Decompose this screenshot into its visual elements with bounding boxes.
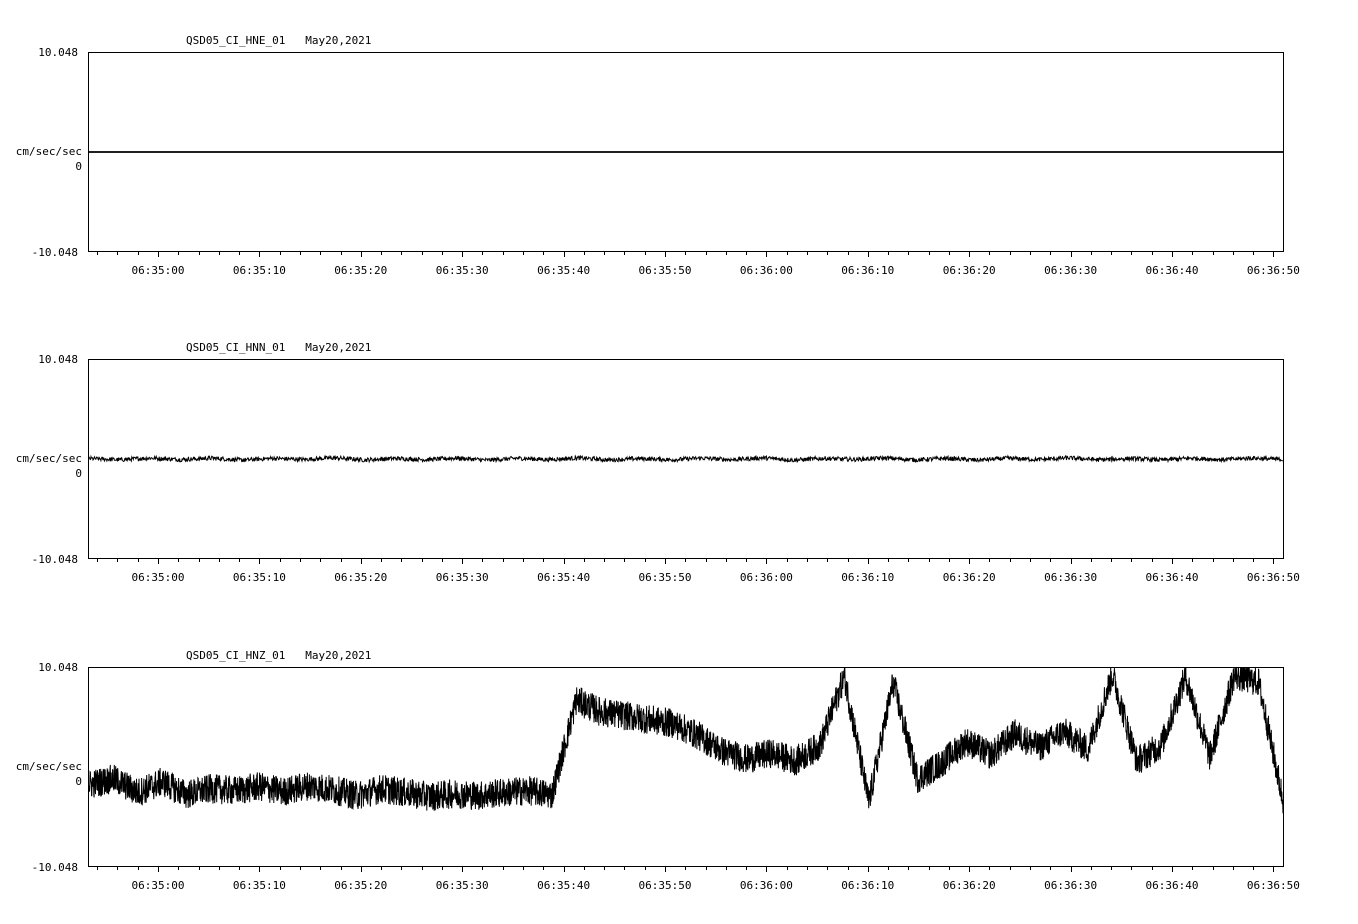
- x-minor-tick-mark: [929, 559, 930, 562]
- x-minor-tick-mark: [543, 559, 544, 562]
- y-axis-zero-label-hnz: 0: [75, 775, 82, 788]
- y-axis-max-label-hnz: 10.048: [38, 661, 78, 674]
- x-minor-tick-mark: [1213, 867, 1214, 870]
- x-tick-mark: [1273, 559, 1274, 564]
- x-minor-tick-mark: [401, 252, 402, 255]
- y-axis-max-label-hne: 10.048: [38, 46, 78, 59]
- x-minor-tick-mark: [422, 559, 423, 562]
- x-minor-tick-mark: [300, 559, 301, 562]
- x-minor-tick-mark: [746, 867, 747, 870]
- x-minor-tick-mark: [1253, 559, 1254, 562]
- x-axis-hne: [88, 252, 1300, 280]
- x-minor-tick-mark: [523, 867, 524, 870]
- x-minor-tick-mark: [138, 252, 139, 255]
- x-minor-tick-mark: [138, 559, 139, 562]
- x-minor-tick-mark: [482, 867, 483, 870]
- x-minor-tick-mark: [1010, 867, 1011, 870]
- x-minor-tick-mark: [219, 559, 220, 562]
- x-minor-tick-mark: [381, 559, 382, 562]
- x-minor-tick-mark: [848, 559, 849, 562]
- y-axis-units-label-hnn: cm/sec/sec: [15, 452, 82, 465]
- x-minor-tick-mark: [624, 252, 625, 255]
- x-tick-label: 06:35:30: [435, 879, 489, 892]
- x-minor-tick-mark: [929, 867, 930, 870]
- x-tick-label: 06:35:20: [334, 264, 388, 277]
- x-tick-label: 06:35:00: [131, 264, 185, 277]
- y-axis-min-label-hne: -10.048: [31, 246, 78, 259]
- x-minor-tick-mark: [1233, 867, 1234, 870]
- x-tick-label: 06:36:50: [1246, 264, 1300, 277]
- x-minor-tick-mark: [1050, 559, 1051, 562]
- x-minor-tick-mark: [1091, 559, 1092, 562]
- x-minor-tick-mark: [1030, 559, 1031, 562]
- x-minor-tick-mark: [989, 867, 990, 870]
- x-tick-label: 06:35:40: [537, 879, 591, 892]
- x-minor-tick-mark: [482, 252, 483, 255]
- x-minor-tick-mark: [1030, 252, 1031, 255]
- x-minor-tick-mark: [1152, 867, 1153, 870]
- x-minor-tick-mark: [199, 252, 200, 255]
- x-minor-tick-mark: [178, 252, 179, 255]
- x-minor-tick-mark: [827, 867, 828, 870]
- x-tick-label: 06:36:40: [1145, 571, 1199, 584]
- x-minor-tick-mark: [381, 867, 382, 870]
- x-minor-tick-mark: [726, 252, 727, 255]
- x-tick-label: 06:35:20: [334, 879, 388, 892]
- x-minor-tick-mark: [584, 559, 585, 562]
- x-minor-tick-mark: [401, 867, 402, 870]
- x-minor-tick-mark: [746, 252, 747, 255]
- y-axis-max-label-hnn: 10.048: [38, 353, 78, 366]
- x-minor-tick-mark: [300, 252, 301, 255]
- x-minor-tick-mark: [1233, 559, 1234, 562]
- x-minor-tick-mark: [422, 252, 423, 255]
- x-minor-tick-mark: [320, 252, 321, 255]
- x-minor-tick-mark: [908, 867, 909, 870]
- x-tick-label: 06:35:10: [232, 879, 286, 892]
- x-minor-tick-mark: [989, 252, 990, 255]
- x-minor-tick-mark: [280, 867, 281, 870]
- x-minor-tick-mark: [1192, 867, 1193, 870]
- x-minor-tick-mark: [624, 867, 625, 870]
- x-minor-tick-mark: [645, 252, 646, 255]
- x-minor-tick-mark: [523, 252, 524, 255]
- x-minor-tick-mark: [178, 559, 179, 562]
- x-tick-mark: [361, 559, 362, 564]
- x-minor-tick-mark: [1192, 252, 1193, 255]
- x-minor-tick-mark: [1253, 867, 1254, 870]
- x-minor-tick-mark: [117, 252, 118, 255]
- x-tick-label: 06:35:50: [638, 879, 692, 892]
- x-minor-tick-mark: [97, 252, 98, 255]
- x-tick-mark: [361, 252, 362, 257]
- waveform-trace: [89, 456, 1283, 462]
- x-tick-label: 06:36:10: [841, 571, 895, 584]
- x-minor-tick-mark: [1111, 252, 1112, 255]
- chart-title-hne: QSD05_CI_HNE_01 May20,2021: [186, 34, 372, 47]
- x-tick-label: 06:35:20: [334, 571, 388, 584]
- x-minor-tick-mark: [1152, 252, 1153, 255]
- plot-area-hnn: [88, 359, 1284, 559]
- x-minor-tick-mark: [949, 559, 950, 562]
- x-minor-tick-mark: [888, 559, 889, 562]
- x-tick-label: 06:36:00: [739, 879, 793, 892]
- x-axis-hnn: [88, 559, 1300, 587]
- y-axis-zero-label-hne: 0: [75, 160, 82, 173]
- x-minor-tick-mark: [726, 867, 727, 870]
- x-minor-tick-mark: [949, 252, 950, 255]
- x-minor-tick-mark: [685, 252, 686, 255]
- x-tick-mark: [1071, 559, 1072, 564]
- x-axis-hnz: [88, 867, 1300, 895]
- y-axis-units-label-hnz: cm/sec/sec: [15, 760, 82, 773]
- x-tick-mark: [158, 559, 159, 564]
- x-tick-mark: [259, 867, 260, 872]
- x-tick-label: 06:35:50: [638, 264, 692, 277]
- x-minor-tick-mark: [442, 559, 443, 562]
- x-minor-tick-mark: [1152, 559, 1153, 562]
- x-minor-tick-mark: [219, 252, 220, 255]
- x-tick-mark: [361, 867, 362, 872]
- x-minor-tick-mark: [320, 559, 321, 562]
- chart-title-hnz: QSD05_CI_HNZ_01 May20,2021: [186, 649, 372, 662]
- y-axis-zero-label-hnn: 0: [75, 467, 82, 480]
- x-tick-label: 06:36:50: [1246, 879, 1300, 892]
- waveform-trace: [89, 668, 1283, 813]
- x-minor-tick-mark: [1131, 867, 1132, 870]
- x-tick-mark: [1273, 252, 1274, 257]
- x-minor-tick-mark: [604, 867, 605, 870]
- x-minor-tick-mark: [1091, 867, 1092, 870]
- x-minor-tick-mark: [219, 867, 220, 870]
- x-minor-tick-mark: [746, 559, 747, 562]
- x-tick-mark: [1071, 867, 1072, 872]
- x-tick-label: 06:36:10: [841, 879, 895, 892]
- x-minor-tick-mark: [239, 867, 240, 870]
- x-minor-tick-mark: [787, 867, 788, 870]
- x-minor-tick-mark: [807, 252, 808, 255]
- x-tick-mark: [665, 867, 666, 872]
- x-tick-mark: [1071, 252, 1072, 257]
- x-minor-tick-mark: [685, 559, 686, 562]
- x-tick-mark: [462, 252, 463, 257]
- x-minor-tick-mark: [1050, 252, 1051, 255]
- x-tick-mark: [665, 252, 666, 257]
- plot-area-hnz: [88, 667, 1284, 867]
- x-minor-tick-mark: [300, 867, 301, 870]
- chart-title-hnn: QSD05_CI_HNN_01 May20,2021: [186, 341, 372, 354]
- x-tick-label: 06:35:10: [232, 264, 286, 277]
- x-tick-mark: [868, 252, 869, 257]
- x-minor-tick-mark: [848, 867, 849, 870]
- x-minor-tick-mark: [706, 252, 707, 255]
- x-minor-tick-mark: [1213, 252, 1214, 255]
- x-minor-tick-mark: [584, 252, 585, 255]
- x-minor-tick-mark: [908, 252, 909, 255]
- x-minor-tick-mark: [503, 252, 504, 255]
- x-minor-tick-mark: [1131, 252, 1132, 255]
- x-minor-tick-mark: [543, 867, 544, 870]
- x-tick-label: 06:36:40: [1145, 879, 1199, 892]
- x-tick-mark: [259, 252, 260, 257]
- x-tick-label: 06:36:20: [942, 879, 996, 892]
- x-minor-tick-mark: [726, 559, 727, 562]
- x-tick-label: 06:36:30: [1044, 571, 1098, 584]
- x-minor-tick-mark: [523, 559, 524, 562]
- chart-panel-hnz: [0, 645, 1358, 895]
- x-tick-mark: [564, 867, 565, 872]
- x-minor-tick-mark: [604, 252, 605, 255]
- x-minor-tick-mark: [645, 559, 646, 562]
- x-minor-tick-mark: [1091, 252, 1092, 255]
- x-minor-tick-mark: [199, 559, 200, 562]
- x-minor-tick-mark: [624, 559, 625, 562]
- x-minor-tick-mark: [1111, 867, 1112, 870]
- x-tick-mark: [158, 252, 159, 257]
- x-minor-tick-mark: [827, 252, 828, 255]
- x-tick-mark: [1172, 867, 1173, 872]
- x-minor-tick-mark: [787, 252, 788, 255]
- x-minor-tick-mark: [280, 559, 281, 562]
- x-minor-tick-mark: [543, 252, 544, 255]
- x-tick-label: 06:36:30: [1044, 879, 1098, 892]
- x-tick-label: 06:36:30: [1044, 264, 1098, 277]
- x-minor-tick-mark: [807, 559, 808, 562]
- x-minor-tick-mark: [989, 559, 990, 562]
- x-tick-label: 06:36:20: [942, 264, 996, 277]
- x-minor-tick-mark: [503, 867, 504, 870]
- x-minor-tick-mark: [422, 867, 423, 870]
- x-tick-mark: [766, 559, 767, 564]
- x-minor-tick-mark: [1010, 559, 1011, 562]
- x-tick-label: 06:35:40: [537, 264, 591, 277]
- x-tick-label: 06:36:10: [841, 264, 895, 277]
- x-minor-tick-mark: [442, 252, 443, 255]
- x-tick-label: 06:35:40: [537, 571, 591, 584]
- x-tick-label: 06:36:00: [739, 571, 793, 584]
- x-tick-label: 06:36:20: [942, 571, 996, 584]
- x-minor-tick-mark: [848, 252, 849, 255]
- x-tick-label: 06:35:10: [232, 571, 286, 584]
- x-minor-tick-mark: [1010, 252, 1011, 255]
- x-minor-tick-mark: [117, 867, 118, 870]
- x-minor-tick-mark: [97, 559, 98, 562]
- x-tick-mark: [1172, 252, 1173, 257]
- x-tick-mark: [868, 559, 869, 564]
- x-minor-tick-mark: [584, 867, 585, 870]
- x-minor-tick-mark: [645, 867, 646, 870]
- x-minor-tick-mark: [807, 867, 808, 870]
- x-tick-mark: [969, 867, 970, 872]
- y-axis-min-label-hnn: -10.048: [31, 553, 78, 566]
- chart-panel-hnn: [0, 337, 1358, 587]
- x-minor-tick-mark: [706, 559, 707, 562]
- x-tick-mark: [462, 867, 463, 872]
- x-tick-label: 06:35:00: [131, 879, 185, 892]
- chart-panel-hne: [0, 30, 1358, 280]
- x-tick-mark: [969, 559, 970, 564]
- x-minor-tick-mark: [117, 559, 118, 562]
- x-tick-mark: [158, 867, 159, 872]
- x-minor-tick-mark: [239, 252, 240, 255]
- x-minor-tick-mark: [178, 867, 179, 870]
- x-minor-tick-mark: [949, 867, 950, 870]
- x-tick-mark: [665, 559, 666, 564]
- x-tick-label: 06:36:40: [1145, 264, 1199, 277]
- x-minor-tick-mark: [239, 559, 240, 562]
- x-minor-tick-mark: [1131, 559, 1132, 562]
- waveform-hne: [89, 53, 1283, 251]
- x-minor-tick-mark: [482, 559, 483, 562]
- x-tick-mark: [564, 559, 565, 564]
- x-minor-tick-mark: [341, 867, 342, 870]
- x-tick-mark: [868, 867, 869, 872]
- x-tick-mark: [1273, 867, 1274, 872]
- waveform-hnn: [89, 360, 1283, 558]
- x-minor-tick-mark: [1192, 559, 1193, 562]
- x-tick-mark: [766, 867, 767, 872]
- x-tick-label: 06:35:50: [638, 571, 692, 584]
- x-minor-tick-mark: [1213, 559, 1214, 562]
- x-minor-tick-mark: [381, 252, 382, 255]
- x-minor-tick-mark: [1050, 867, 1051, 870]
- y-axis-min-label-hnz: -10.048: [31, 861, 78, 874]
- x-tick-label: 06:35:30: [435, 264, 489, 277]
- x-minor-tick-mark: [199, 867, 200, 870]
- x-minor-tick-mark: [97, 867, 98, 870]
- y-axis-units-label-hne: cm/sec/sec: [15, 145, 82, 158]
- x-minor-tick-mark: [1030, 867, 1031, 870]
- x-tick-label: 06:36:00: [739, 264, 793, 277]
- x-minor-tick-mark: [442, 867, 443, 870]
- x-minor-tick-mark: [929, 252, 930, 255]
- x-tick-mark: [1172, 559, 1173, 564]
- x-minor-tick-mark: [685, 867, 686, 870]
- x-minor-tick-mark: [401, 559, 402, 562]
- x-minor-tick-mark: [341, 559, 342, 562]
- x-minor-tick-mark: [908, 559, 909, 562]
- x-minor-tick-mark: [1253, 252, 1254, 255]
- x-tick-mark: [564, 252, 565, 257]
- x-minor-tick-mark: [888, 867, 889, 870]
- x-minor-tick-mark: [706, 867, 707, 870]
- x-minor-tick-mark: [1111, 559, 1112, 562]
- x-minor-tick-mark: [320, 867, 321, 870]
- x-minor-tick-mark: [503, 559, 504, 562]
- x-tick-label: 06:35:00: [131, 571, 185, 584]
- x-tick-mark: [766, 252, 767, 257]
- x-tick-mark: [462, 559, 463, 564]
- x-tick-label: 06:35:30: [435, 571, 489, 584]
- x-tick-label: 06:36:50: [1246, 571, 1300, 584]
- waveform-hnz: [89, 668, 1283, 866]
- x-tick-mark: [969, 252, 970, 257]
- x-minor-tick-mark: [888, 252, 889, 255]
- x-minor-tick-mark: [604, 559, 605, 562]
- x-tick-mark: [259, 559, 260, 564]
- x-minor-tick-mark: [787, 559, 788, 562]
- x-minor-tick-mark: [280, 252, 281, 255]
- plot-area-hne: [88, 52, 1284, 252]
- x-minor-tick-mark: [827, 559, 828, 562]
- x-minor-tick-mark: [138, 867, 139, 870]
- x-minor-tick-mark: [1233, 252, 1234, 255]
- x-minor-tick-mark: [341, 252, 342, 255]
